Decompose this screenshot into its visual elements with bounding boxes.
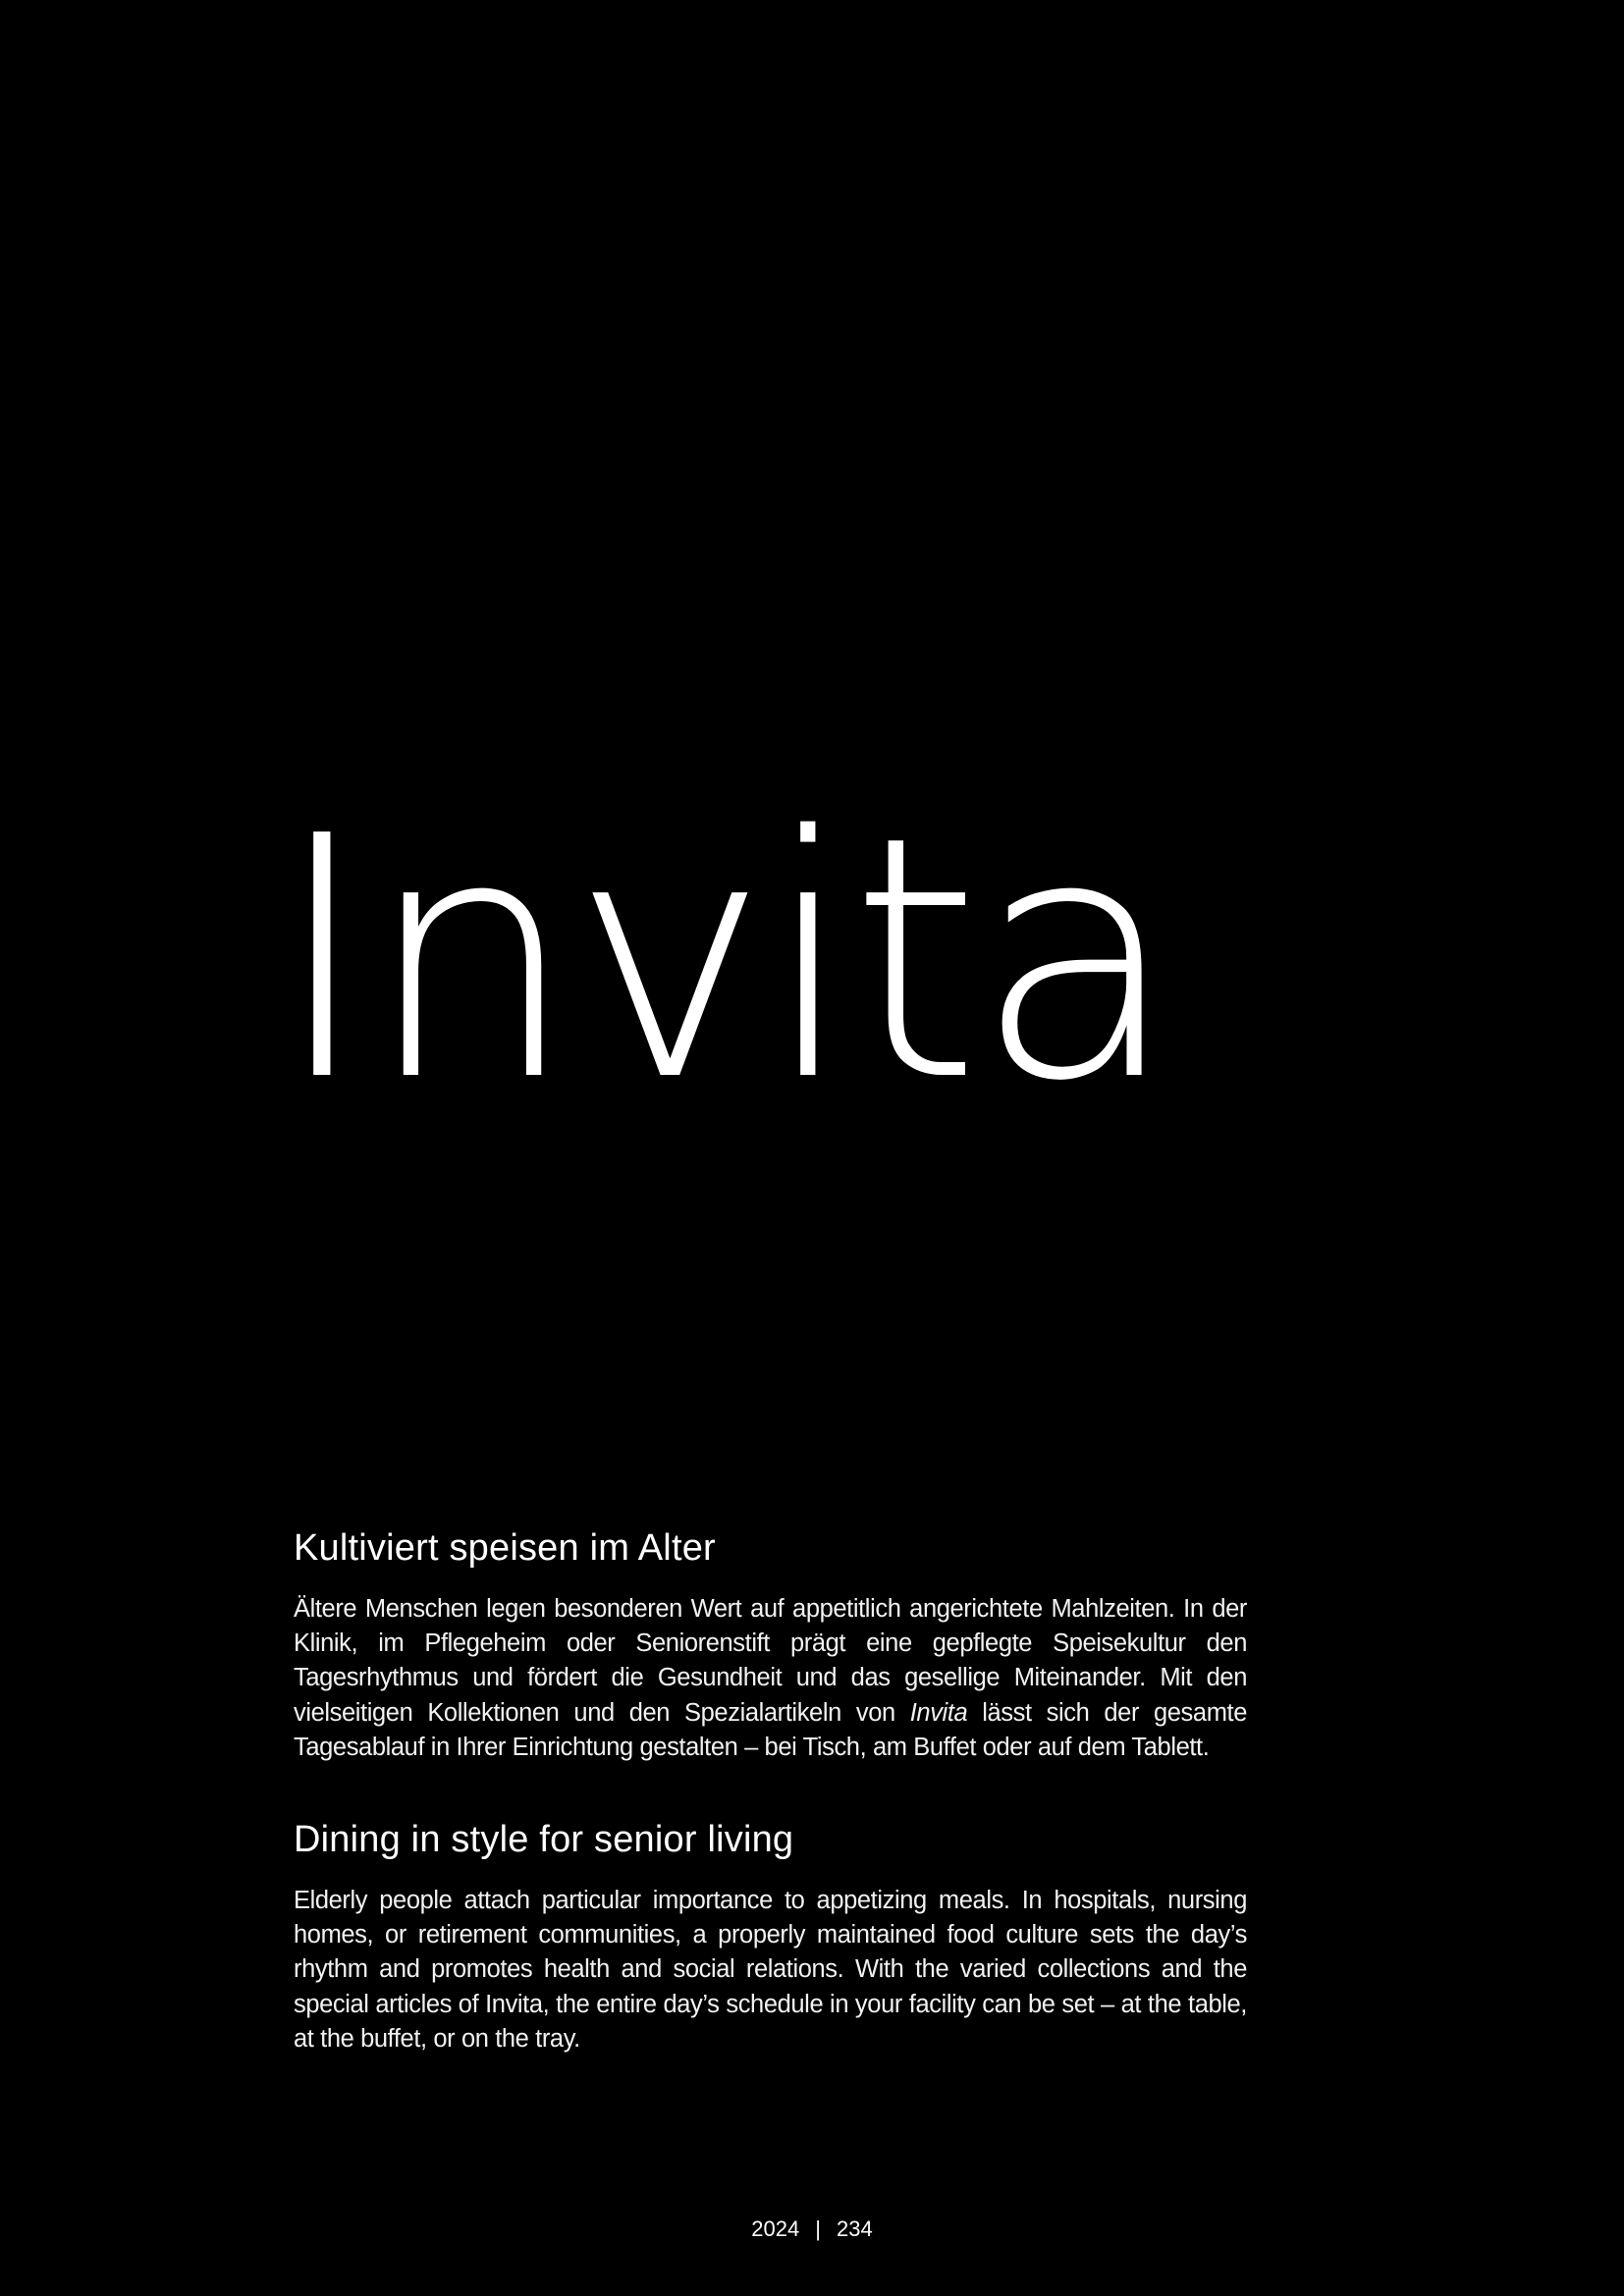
section-heading-german: Kultiviert speisen im Alter: [294, 1527, 716, 1569]
body-text-part: Ältere Menschen legen besonderen Wert auf appetitlich angerichtete Mahlzeiten. In der Klinik, im Pflegeheim oder Seniorenstift prägt eine gepflegte Speisekultur den Tagesrhythmus und fördert die Gesundheit und das gesellige Miteinander. Mit den vielseitigen Kollektionen und den Spezialartikeln von: [294, 1595, 1247, 1727]
brand-name-emphasis: Invita: [909, 1698, 968, 1727]
section-heading-english: Dining in style for senior living: [294, 1819, 794, 1860]
footer-separator: |: [815, 2216, 821, 2241]
body-text-part: lässt sich der gesamte Tagesablauf in Ihrer Einrichtung gestalten – bei Tisch, am Buffet oder auf dem Tablett.: [294, 1698, 1247, 1761]
hero-title: Invita: [273, 766, 1174, 1154]
footer-year: 2024: [751, 2216, 800, 2241]
section-body-english: Elderly people attach particular importance to appetizing meals. In hospitals, nursing homes, or retirement communities, a properly maintained food culture sets the day’s rhythm and promotes health and social relations. With the varied collections and the special articles of Invita, the entire day’s schedule in your facility can be set – at the table, at the buffet, or on the tray.: [294, 1887, 1247, 2053]
page-footer: [0, 2215, 1624, 2244]
section-body-german: [294, 1592, 1247, 1765]
section-german: [294, 1523, 1247, 1765]
section-english: [294, 1815, 1247, 2056]
page-number: 234: [836, 2216, 873, 2241]
